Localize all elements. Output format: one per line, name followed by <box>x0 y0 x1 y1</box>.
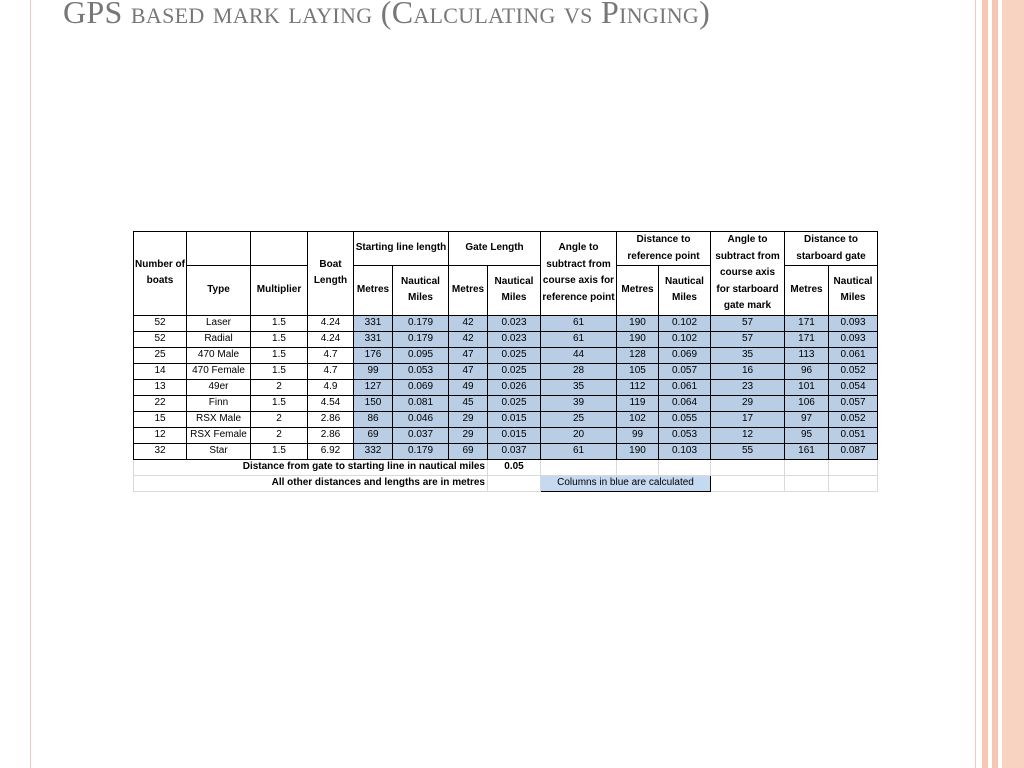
empty-cell <box>711 475 785 491</box>
cell-angle-starboard: 23 <box>711 379 785 395</box>
cell-gate-metres: 49 <box>449 379 488 395</box>
header-blank <box>187 232 251 266</box>
cell-number-of-boats: 32 <box>134 443 187 459</box>
header-distance-reference: Distance to reference point <box>617 232 711 266</box>
cell-angle-ref: 28 <box>541 363 617 379</box>
right-accent-bar <box>992 0 998 768</box>
cell-ref-metres: 112 <box>617 379 659 395</box>
cell-type: Radial <box>187 331 251 347</box>
empty-cell <box>659 459 711 475</box>
empty-cell <box>785 459 829 475</box>
cell-ref-metres: 102 <box>617 411 659 427</box>
cell-ref-metres: 105 <box>617 363 659 379</box>
cell-multiplier: 1.5 <box>251 347 308 363</box>
cell-start-metres: 127 <box>354 379 393 395</box>
table-row <box>134 347 878 363</box>
left-accent-line <box>30 0 31 768</box>
header-metres: Metres <box>617 266 659 315</box>
cell-multiplier: 1.5 <box>251 395 308 411</box>
cell-starboard-metres: 106 <box>785 395 829 411</box>
header-nautical-miles: Nautical Miles <box>829 266 878 315</box>
cell-gate-metres: 45 <box>449 395 488 411</box>
header-starting-line-length: Starting line length <box>354 232 449 266</box>
cell-number-of-boats: 52 <box>134 315 187 331</box>
cell-ref-nm: 0.057 <box>659 363 711 379</box>
cell-start-metres: 331 <box>354 331 393 347</box>
cell-start-metres: 86 <box>354 411 393 427</box>
cell-start-metres: 176 <box>354 347 393 363</box>
boat-distance-table <box>133 231 878 492</box>
cell-boat-length: 4.24 <box>308 331 354 347</box>
cell-start-nm: 0.081 <box>393 395 449 411</box>
table-row <box>134 443 878 459</box>
empty-cell <box>829 459 878 475</box>
header-distance-starboard: Distance to starboard gate <box>785 232 878 266</box>
cell-starboard-nm: 0.057 <box>829 395 878 411</box>
cell-boat-length: 4.54 <box>308 395 354 411</box>
cell-angle-starboard: 57 <box>711 315 785 331</box>
cell-starboard-metres: 113 <box>785 347 829 363</box>
cell-start-nm: 0.037 <box>393 427 449 443</box>
cell-gate-nm: 0.025 <box>488 347 541 363</box>
cell-angle-ref: 35 <box>541 379 617 395</box>
cell-boat-length: 4.7 <box>308 363 354 379</box>
cell-starboard-metres: 97 <box>785 411 829 427</box>
cell-multiplier: 2 <box>251 379 308 395</box>
cell-start-metres: 332 <box>354 443 393 459</box>
cell-boat-length: 2.86 <box>308 411 354 427</box>
cell-starboard-nm: 0.051 <box>829 427 878 443</box>
cell-number-of-boats: 14 <box>134 363 187 379</box>
cell-type: 49er <box>187 379 251 395</box>
table-row <box>134 379 878 395</box>
cell-gate-metres: 69 <box>449 443 488 459</box>
empty-cell <box>829 475 878 491</box>
header-metres: Metres <box>449 266 488 315</box>
cell-gate-nm: 0.023 <box>488 315 541 331</box>
cell-ref-nm: 0.103 <box>659 443 711 459</box>
cell-angle-ref: 39 <box>541 395 617 411</box>
header-number-of-boats: Number of boats <box>134 232 187 316</box>
header-boat-length: Boat Length <box>308 232 354 316</box>
cell-angle-ref: 61 <box>541 315 617 331</box>
cell-number-of-boats: 15 <box>134 411 187 427</box>
cell-starboard-nm: 0.052 <box>829 363 878 379</box>
cell-ref-nm: 0.102 <box>659 331 711 347</box>
right-accent-line <box>975 0 976 768</box>
slide-title: GPS based mark laying (Calculating vs Pinging) <box>63 0 711 30</box>
cell-multiplier: 1.5 <box>251 363 308 379</box>
header-angle-starboard: Angle to subtract from course axis for starboard gate mark <box>711 232 785 316</box>
cell-gate-metres: 29 <box>449 411 488 427</box>
cell-multiplier: 1.5 <box>251 331 308 347</box>
cell-ref-metres: 119 <box>617 395 659 411</box>
cell-starboard-metres: 96 <box>785 363 829 379</box>
empty-cell <box>617 459 659 475</box>
cell-type: Finn <box>187 395 251 411</box>
cell-ref-metres: 190 <box>617 315 659 331</box>
empty-cell <box>488 475 541 491</box>
cell-gate-metres: 29 <box>449 427 488 443</box>
cell-gate-nm: 0.037 <box>488 443 541 459</box>
cell-start-nm: 0.179 <box>393 331 449 347</box>
cell-starboard-metres: 171 <box>785 331 829 347</box>
header-angle-reference: Angle to subtract from course axis for reference point <box>541 232 617 316</box>
cell-starboard-metres: 101 <box>785 379 829 395</box>
cell-start-metres: 99 <box>354 363 393 379</box>
cell-gate-nm: 0.026 <box>488 379 541 395</box>
calculated-columns-note: Columns in blue are calculated <box>541 475 711 491</box>
cell-start-metres: 150 <box>354 395 393 411</box>
cell-starboard-nm: 0.061 <box>829 347 878 363</box>
cell-starboard-nm: 0.054 <box>829 379 878 395</box>
header-nautical-miles: Nautical Miles <box>488 266 541 315</box>
cell-boat-length: 4.7 <box>308 347 354 363</box>
cell-start-nm: 0.179 <box>393 443 449 459</box>
cell-type: Star <box>187 443 251 459</box>
cell-starboard-nm: 0.087 <box>829 443 878 459</box>
cell-type: 470 Female <box>187 363 251 379</box>
cell-ref-nm: 0.102 <box>659 315 711 331</box>
cell-boat-length: 6.92 <box>308 443 354 459</box>
cell-start-nm: 0.095 <box>393 347 449 363</box>
cell-angle-starboard: 35 <box>711 347 785 363</box>
table-row <box>134 363 878 379</box>
cell-gate-nm: 0.025 <box>488 395 541 411</box>
cell-start-nm: 0.179 <box>393 315 449 331</box>
cell-type: RSX Female <box>187 427 251 443</box>
cell-ref-nm: 0.055 <box>659 411 711 427</box>
header-metres: Metres <box>354 266 393 315</box>
cell-angle-ref: 44 <box>541 347 617 363</box>
cell-type: RSX Male <box>187 411 251 427</box>
cell-angle-starboard: 29 <box>711 395 785 411</box>
cell-ref-nm: 0.061 <box>659 379 711 395</box>
cell-ref-metres: 190 <box>617 443 659 459</box>
table-row <box>134 315 878 331</box>
gate-to-start-value: 0.05 <box>488 459 541 475</box>
table-row <box>134 427 878 443</box>
cell-angle-ref: 20 <box>541 427 617 443</box>
cell-ref-nm: 0.069 <box>659 347 711 363</box>
cell-gate-nm: 0.025 <box>488 363 541 379</box>
cell-angle-starboard: 57 <box>711 331 785 347</box>
cell-angle-ref: 61 <box>541 443 617 459</box>
cell-multiplier: 1.5 <box>251 315 308 331</box>
cell-starboard-metres: 171 <box>785 315 829 331</box>
cell-gate-metres: 47 <box>449 363 488 379</box>
cell-ref-nm: 0.053 <box>659 427 711 443</box>
cell-starboard-metres: 95 <box>785 427 829 443</box>
cell-start-metres: 331 <box>354 315 393 331</box>
header-blank <box>251 232 308 266</box>
right-accent-band <box>1002 0 1024 768</box>
cell-boat-length: 4.9 <box>308 379 354 395</box>
cell-starboard-nm: 0.093 <box>829 315 878 331</box>
cell-angle-starboard: 16 <box>711 363 785 379</box>
cell-boat-length: 4.24 <box>308 315 354 331</box>
cell-gate-metres: 47 <box>449 347 488 363</box>
cell-gate-metres: 42 <box>449 315 488 331</box>
header-gate-length: Gate Length <box>449 232 541 266</box>
header-nautical-miles: Nautical Miles <box>659 266 711 315</box>
cell-type: 470 Male <box>187 347 251 363</box>
empty-cell <box>541 459 617 475</box>
table-row <box>134 411 878 427</box>
cell-boat-length: 2.86 <box>308 427 354 443</box>
cell-ref-metres: 128 <box>617 347 659 363</box>
table-body <box>134 315 878 459</box>
cell-number-of-boats: 13 <box>134 379 187 395</box>
cell-gate-nm: 0.023 <box>488 331 541 347</box>
cell-angle-ref: 25 <box>541 411 617 427</box>
right-accent-bar <box>982 0 988 768</box>
cell-multiplier: 1.5 <box>251 443 308 459</box>
cell-starboard-nm: 0.052 <box>829 411 878 427</box>
empty-cell <box>711 459 785 475</box>
header-metres: Metres <box>785 266 829 315</box>
cell-number-of-boats: 22 <box>134 395 187 411</box>
cell-start-nm: 0.046 <box>393 411 449 427</box>
table-row <box>134 395 878 411</box>
cell-gate-nm: 0.015 <box>488 411 541 427</box>
cell-angle-starboard: 12 <box>711 427 785 443</box>
header-type: Type <box>187 266 251 315</box>
cell-start-nm: 0.069 <box>393 379 449 395</box>
cell-start-metres: 69 <box>354 427 393 443</box>
cell-multiplier: 2 <box>251 427 308 443</box>
cell-ref-nm: 0.064 <box>659 395 711 411</box>
cell-number-of-boats: 52 <box>134 331 187 347</box>
header-multiplier: Multiplier <box>251 266 308 315</box>
cell-angle-ref: 61 <box>541 331 617 347</box>
empty-cell <box>785 475 829 491</box>
other-units-label: All other distances and lengths are in metres <box>134 475 488 491</box>
cell-starboard-metres: 161 <box>785 443 829 459</box>
header-nautical-miles: Nautical Miles <box>393 266 449 315</box>
cell-starboard-nm: 0.093 <box>829 331 878 347</box>
cell-start-nm: 0.053 <box>393 363 449 379</box>
cell-type: Laser <box>187 315 251 331</box>
cell-number-of-boats: 12 <box>134 427 187 443</box>
cell-multiplier: 2 <box>251 411 308 427</box>
cell-ref-metres: 99 <box>617 427 659 443</box>
cell-gate-metres: 42 <box>449 331 488 347</box>
gate-to-start-label: Distance from gate to starting line in nautical miles <box>134 459 488 475</box>
cell-number-of-boats: 25 <box>134 347 187 363</box>
cell-gate-nm: 0.015 <box>488 427 541 443</box>
cell-angle-starboard: 55 <box>711 443 785 459</box>
cell-ref-metres: 190 <box>617 331 659 347</box>
table-row <box>134 331 878 347</box>
cell-angle-starboard: 17 <box>711 411 785 427</box>
